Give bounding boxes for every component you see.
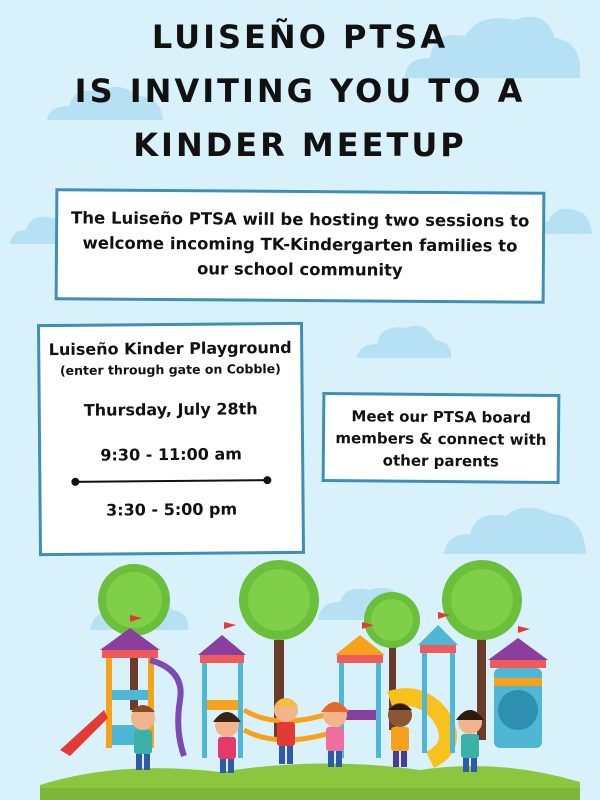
kid-2 xyxy=(213,712,241,773)
cloud-decoration xyxy=(440,500,590,556)
intro-text: The Luiseño PTSA will be hosting two sessions to welcome incoming TK-Kindergarten families to our school community xyxy=(70,208,530,280)
session-2-time: 3:30 - 5:00 pm xyxy=(105,499,238,520)
session-divider xyxy=(71,473,271,489)
cloud-decoration xyxy=(355,318,455,360)
entrance-note: (enter through gate on Cobble) xyxy=(59,361,281,378)
callout-box xyxy=(322,392,561,484)
playground-illustration xyxy=(0,560,600,800)
tube-tower-right xyxy=(488,638,548,748)
kid-3 xyxy=(274,698,298,764)
event-details-box xyxy=(37,322,305,556)
event-location: Luiseño Kinder Playground xyxy=(48,337,292,360)
kid-6 xyxy=(456,710,484,772)
page-title-line-1: LUISEÑO PTSA xyxy=(151,18,449,56)
kid-1 xyxy=(131,705,155,770)
page-title-line-2: IS INVITING YOU TO A xyxy=(74,72,526,110)
kid-5 xyxy=(388,703,412,767)
event-date: Thursday, July 28th xyxy=(83,399,258,420)
intro-box xyxy=(55,188,546,303)
callout-text: Meet our PTSA board members & connect with other parents xyxy=(335,407,547,471)
tower-right xyxy=(418,625,458,753)
session-1-time: 9:30 - 11:00 am xyxy=(100,444,242,465)
slide-tower-left xyxy=(60,628,184,756)
page-title-line-3: KINDER MEETUP xyxy=(133,126,467,164)
